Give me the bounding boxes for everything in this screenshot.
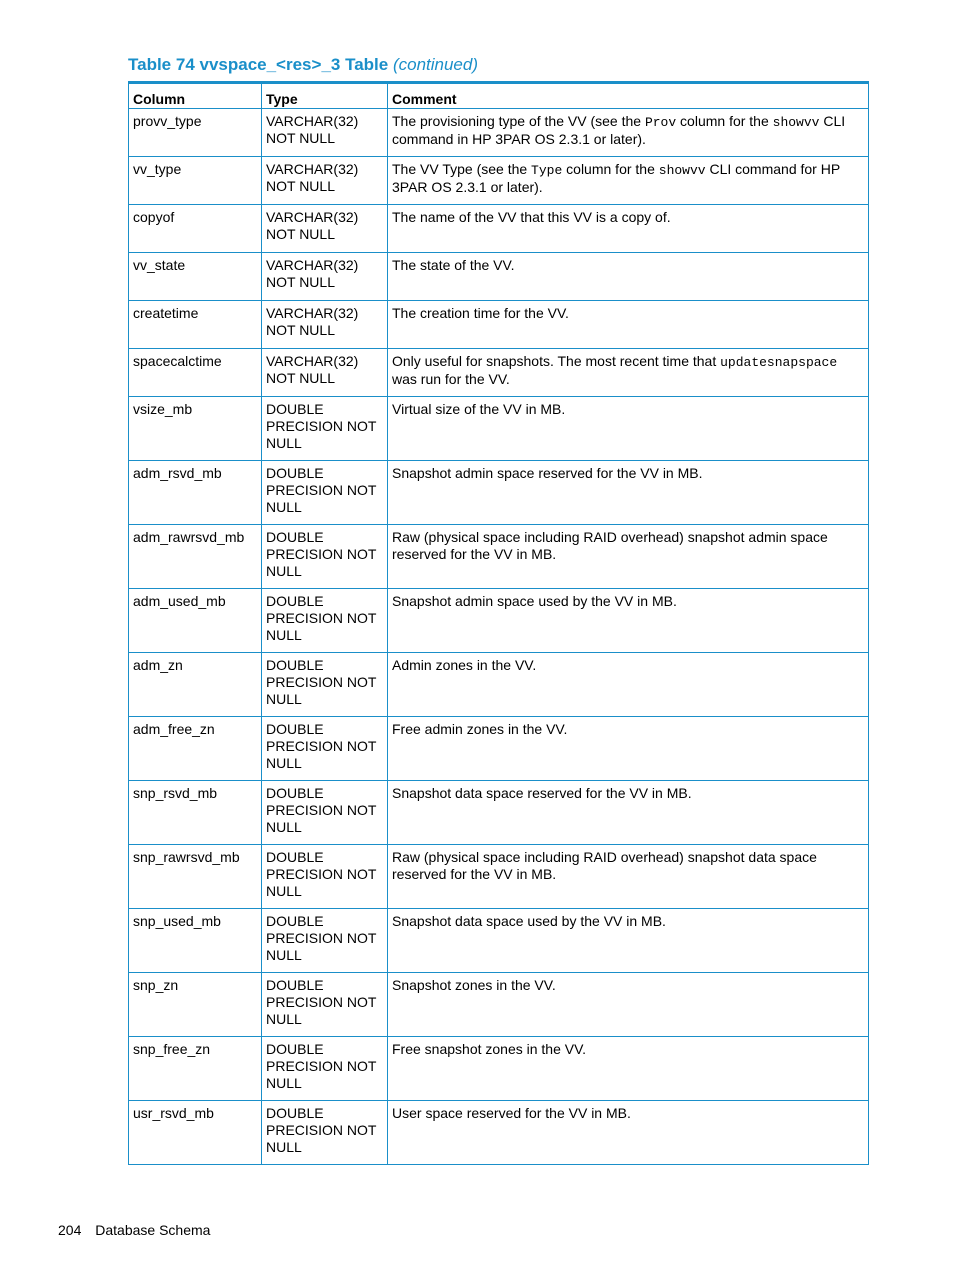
table-row (129, 781, 869, 845)
cell-column-name: adm_used_mb (129, 589, 262, 653)
comment-text: The VV Type (see the (392, 161, 532, 177)
cell-column-name: vv_state (129, 253, 262, 301)
cell-column-name: vsize_mb (129, 397, 262, 461)
cell-column-name: snp_used_mb (129, 909, 262, 973)
cell-type: VARCHAR(32) NOT NULL (262, 205, 388, 253)
page-number: 204 (58, 1222, 82, 1238)
comment-text: Virtual size of the VV in MB. (392, 401, 566, 417)
table-row (129, 1101, 869, 1165)
cell-type: DOUBLE PRECISION NOT NULL (262, 653, 388, 717)
cell-type: DOUBLE PRECISION NOT NULL (262, 589, 388, 653)
cell-comment (388, 109, 869, 157)
cell-column-name: adm_rawrsvd_mb (129, 525, 262, 589)
table-row (129, 157, 869, 205)
cell-column-name: copyof (129, 205, 262, 253)
cell-type: DOUBLE PRECISION NOT NULL (262, 1037, 388, 1101)
cell-column-name: createtime (129, 301, 262, 349)
cell-comment (388, 845, 869, 909)
table-row (129, 109, 869, 157)
cell-column-name: snp_free_zn (129, 1037, 262, 1101)
cell-type: DOUBLE PRECISION NOT NULL (262, 845, 388, 909)
cell-column-name: adm_rsvd_mb (129, 461, 262, 525)
cell-type: DOUBLE PRECISION NOT NULL (262, 717, 388, 781)
comment-text: Snapshot admin space used by the VV in MB. (392, 593, 677, 609)
table-row (129, 973, 869, 1037)
comment-text: The name of the VV that this VV is a copy of. (392, 209, 671, 225)
table-row (129, 717, 869, 781)
cell-comment (388, 349, 869, 397)
cell-column-name: provv_type (129, 109, 262, 157)
comment-text: Only useful for snapshots. The most recent time that (392, 353, 721, 369)
table-caption (128, 55, 478, 75)
comment-text: The creation time for the VV. (392, 305, 569, 321)
table-row (129, 301, 869, 349)
table-row (129, 909, 869, 973)
table-row (129, 397, 869, 461)
table-continued-label: (continued) (392, 55, 479, 74)
comment-text: Admin zones in the VV. (392, 657, 537, 673)
cell-comment (388, 589, 869, 653)
code-text: showvv (772, 115, 820, 130)
cell-comment (388, 781, 869, 845)
comment-text: Free admin zones in the VV. (392, 721, 568, 737)
table-row (129, 205, 869, 253)
table-row (129, 349, 869, 397)
table-row (129, 461, 869, 525)
comment-text: The state of the VV. (392, 257, 515, 273)
code-text: Prov (644, 115, 677, 130)
table-row (129, 845, 869, 909)
comment-text: was run for the VV. (392, 371, 510, 387)
comment-text: Snapshot data space used by the VV in MB. (392, 913, 666, 929)
cell-column-name: spacecalctime (129, 349, 262, 397)
table-title: Table 74 vvspace_<res>_3 Table (128, 55, 389, 74)
cell-type: VARCHAR(32) NOT NULL (262, 109, 388, 157)
table-row (129, 253, 869, 301)
cell-column-name: snp_rsvd_mb (129, 781, 262, 845)
header-type: Type (262, 83, 388, 109)
cell-comment (388, 205, 869, 253)
cell-comment (388, 397, 869, 461)
cell-type: DOUBLE PRECISION NOT NULL (262, 397, 388, 461)
cell-type: VARCHAR(32) NOT NULL (262, 253, 388, 301)
cell-comment (388, 253, 869, 301)
cell-comment (388, 1037, 869, 1101)
cell-type: DOUBLE PRECISION NOT NULL (262, 525, 388, 589)
cell-comment (388, 1101, 869, 1165)
cell-comment (388, 461, 869, 525)
comment-text: CLI command for HP 3PAR OS 2.3.1 or later). (392, 161, 840, 195)
comment-text: Snapshot zones in the VV. (392, 977, 556, 993)
cell-comment (388, 525, 869, 589)
table-row (129, 653, 869, 717)
comment-text: Free snapshot zones in the VV. (392, 1041, 587, 1057)
table-row (129, 1037, 869, 1101)
cell-column-name: snp_rawrsvd_mb (129, 845, 262, 909)
page-footer (58, 1222, 210, 1238)
cell-comment (388, 717, 869, 781)
cell-comment (388, 973, 869, 1037)
code-text: updatesnapspace (720, 355, 838, 370)
cell-comment (388, 301, 869, 349)
schema-table (128, 81, 869, 1165)
section-name: Database Schema (95, 1222, 211, 1238)
comment-text: User space reserved for the VV in MB. (392, 1105, 631, 1121)
cell-type: DOUBLE PRECISION NOT NULL (262, 973, 388, 1037)
header-comment: Comment (388, 83, 869, 109)
cell-type: DOUBLE PRECISION NOT NULL (262, 461, 388, 525)
table-row (129, 589, 869, 653)
cell-column-name: snp_zn (129, 973, 262, 1037)
cell-column-name: adm_zn (129, 653, 262, 717)
table-row (129, 525, 869, 589)
cell-type: VARCHAR(32) NOT NULL (262, 301, 388, 349)
cell-comment (388, 909, 869, 973)
comment-text: Snapshot admin space reserved for the VV in MB. (392, 465, 703, 481)
comment-text: Raw (physical space including RAID overhead) snapshot admin space reserved for the VV in MB. (392, 529, 828, 562)
code-text: Type (531, 163, 563, 178)
cell-column-name: usr_rsvd_mb (129, 1101, 262, 1165)
comment-text: The provisioning type of the VV (see the (392, 113, 645, 129)
cell-type: DOUBLE PRECISION NOT NULL (262, 781, 388, 845)
code-text: showvv (658, 163, 706, 178)
header-column: Column (129, 83, 262, 109)
comment-text: Snapshot data space reserved for the VV in MB. (392, 785, 692, 801)
table-header-row (129, 83, 869, 109)
cell-type: VARCHAR(32) NOT NULL (262, 157, 388, 205)
comment-text: Raw (physical space including RAID overhead) snapshot data space reserved for the VV in MB. (392, 849, 817, 882)
cell-column-name: adm_free_zn (129, 717, 262, 781)
cell-comment (388, 653, 869, 717)
comment-text: column for the (562, 161, 659, 177)
cell-type: DOUBLE PRECISION NOT NULL (262, 909, 388, 973)
comment-text: CLI command in HP 3PAR OS 2.3.1 or later). (392, 113, 846, 147)
cell-column-name: vv_type (129, 157, 262, 205)
cell-type: DOUBLE PRECISION NOT NULL (262, 1101, 388, 1165)
cell-comment (388, 157, 869, 205)
cell-type: VARCHAR(32) NOT NULL (262, 349, 388, 397)
comment-text: column for the (676, 113, 773, 129)
